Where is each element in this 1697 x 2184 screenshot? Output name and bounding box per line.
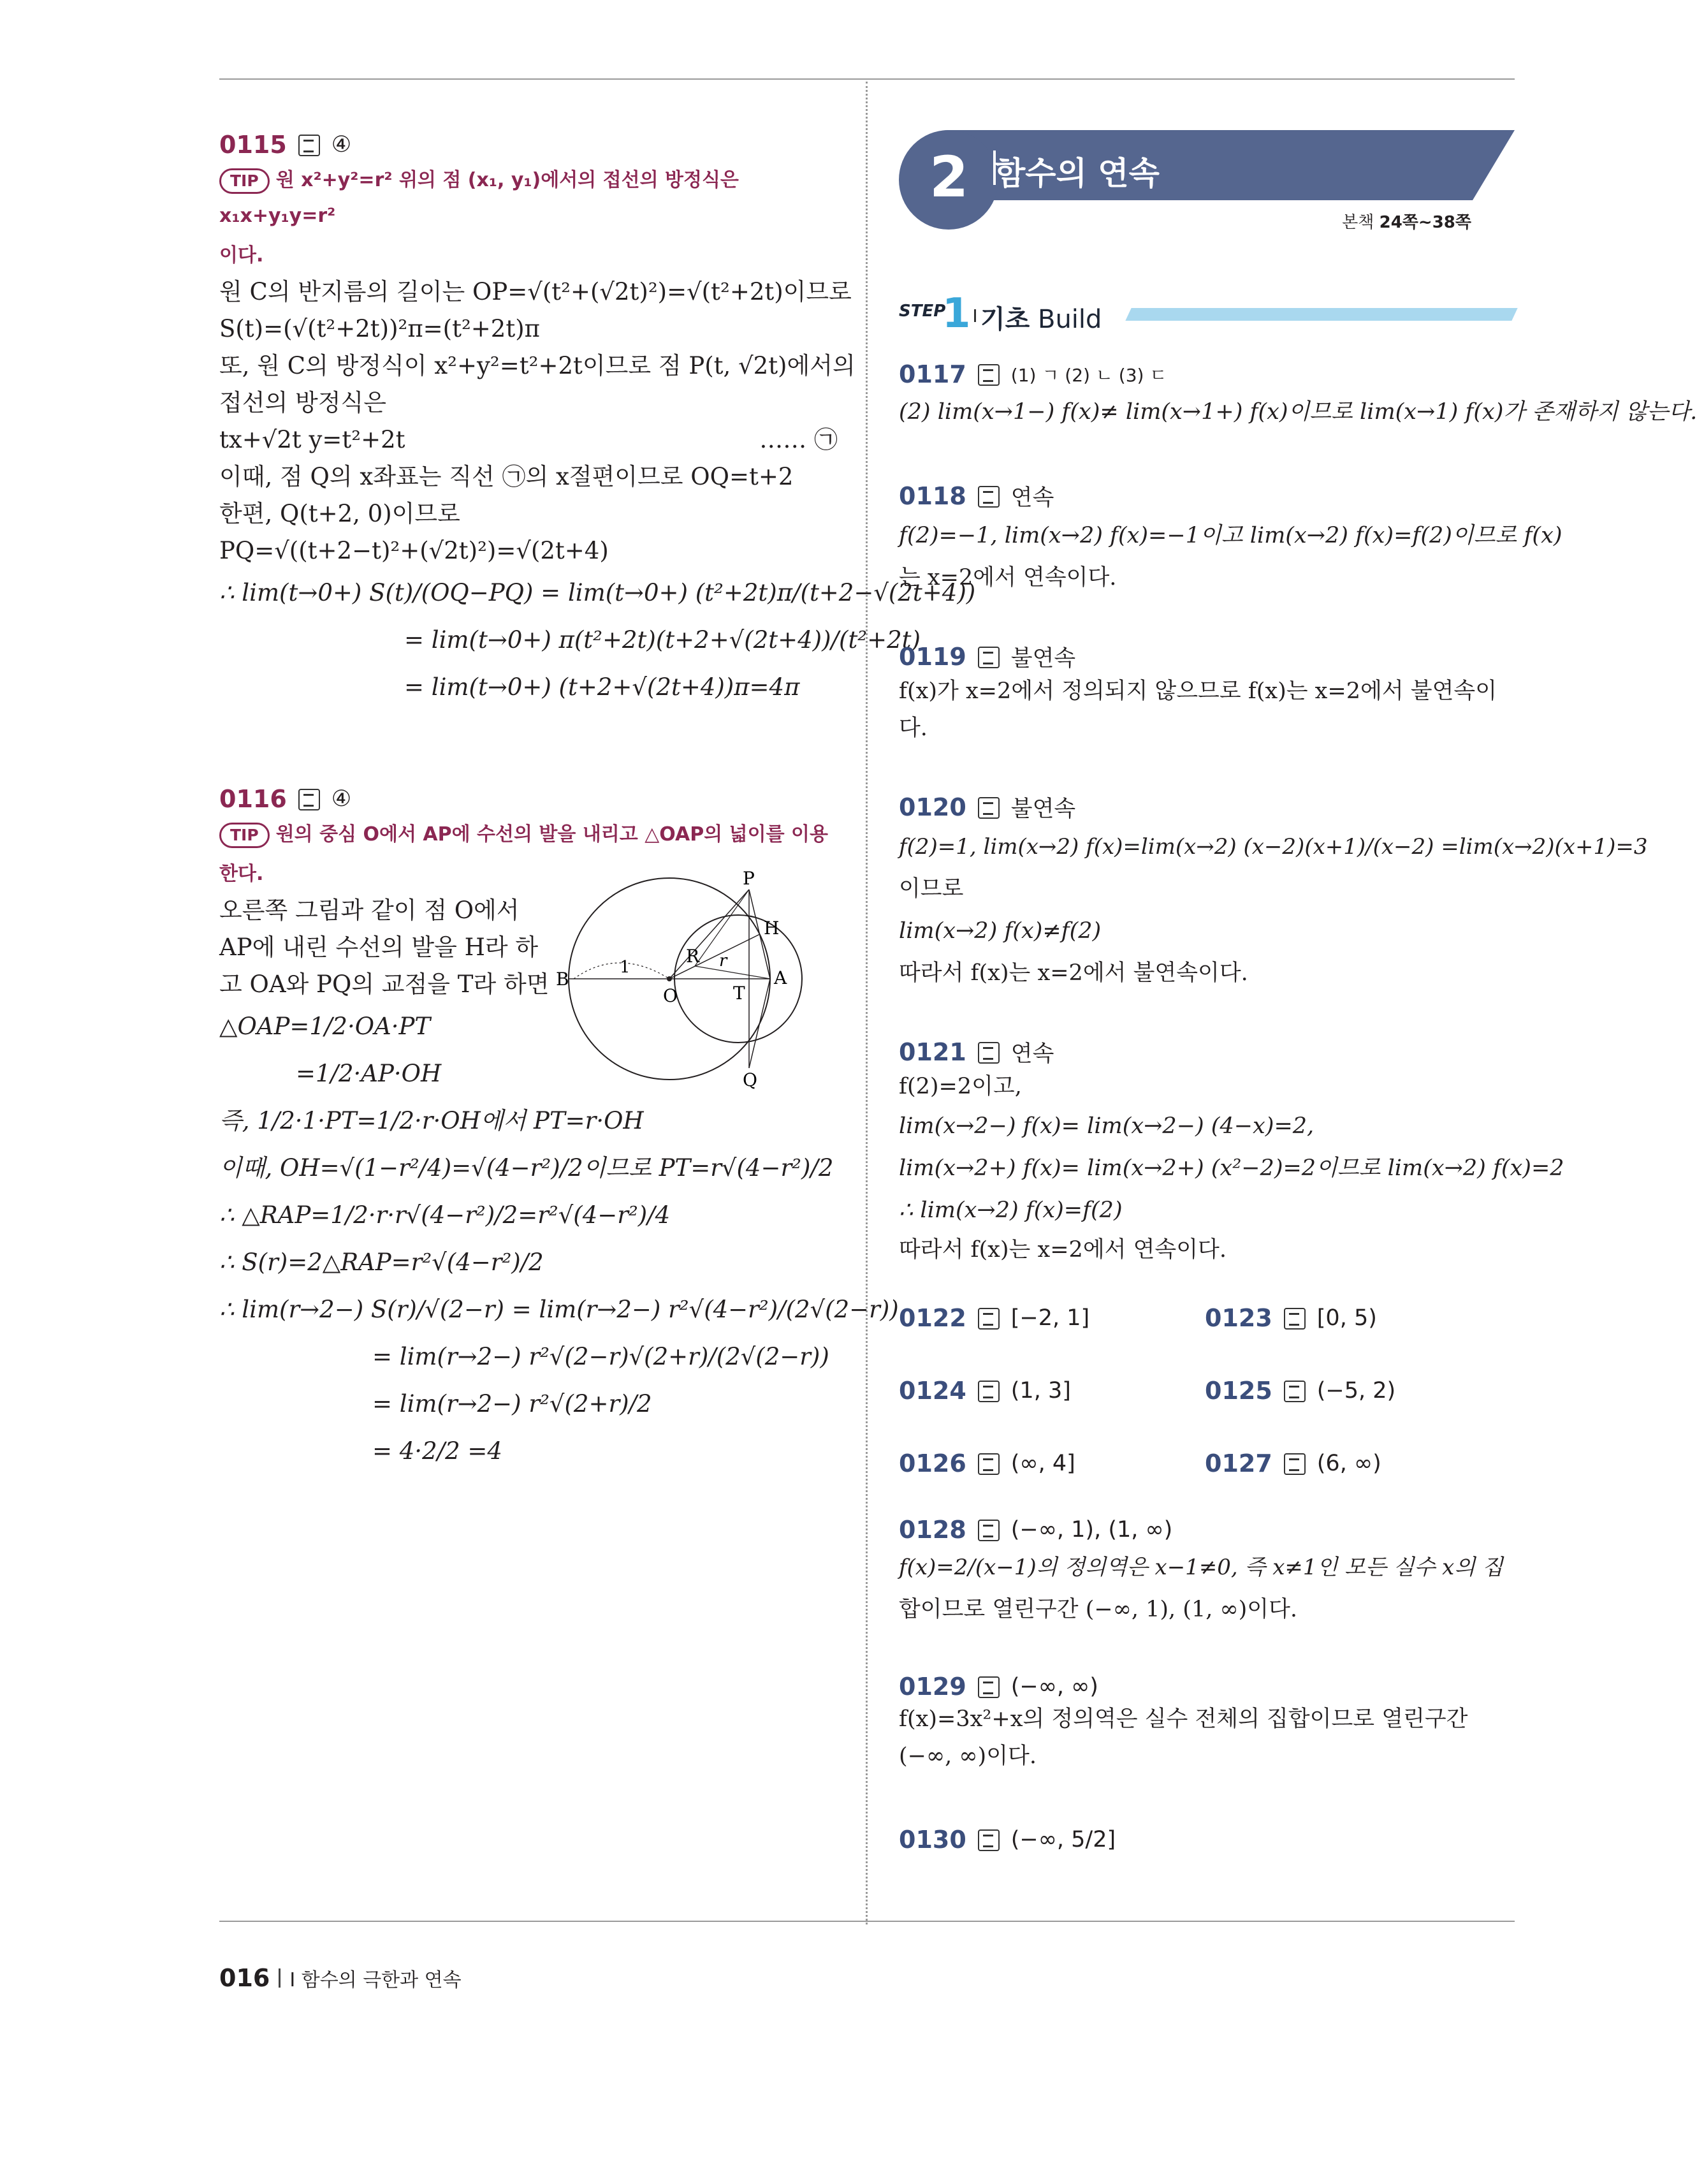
answer-icon bbox=[978, 797, 1000, 819]
solution-line: f(2)=2이고, bbox=[899, 1074, 1022, 1099]
chapter-banner bbox=[899, 130, 1515, 230]
solution-line: lim(x→2) f(x)≠f(2) bbox=[899, 918, 1102, 944]
solution-line: f(x)가 x=2에서 정의되지 않으므로 f(x)는 x=2에서 불연속이 bbox=[899, 678, 1497, 704]
tip bbox=[219, 817, 838, 853]
label-o: O bbox=[663, 985, 678, 1006]
footer-divider bbox=[279, 1968, 280, 1988]
bottom-rule bbox=[219, 1921, 1515, 1922]
page-number: 016 bbox=[219, 1964, 270, 1992]
right-column bbox=[899, 360, 1697, 1854]
problem-0120-header bbox=[899, 791, 1515, 823]
solution-line: 따라서 f(x)는 x=2에서 연속이다. bbox=[899, 1237, 1227, 1263]
solution-line: f(2)=−1, lim(x→2) f(x)=−1이고 lim(x→2) f(x)=f(2)이므로 f(x) bbox=[899, 523, 1562, 548]
step-header bbox=[899, 290, 1515, 335]
solution-line: ∴ lim(x→2) f(x)=f(2) bbox=[899, 1198, 1123, 1223]
solution-line: 이므로 bbox=[899, 876, 964, 902]
segment-ra bbox=[695, 966, 770, 979]
solution-line: =1/2·AP·OH bbox=[296, 1060, 442, 1087]
problem-number: 0130 bbox=[899, 1826, 966, 1854]
answer-value: (−∞, 5/2] bbox=[1010, 1827, 1116, 1852]
answer-icon bbox=[978, 364, 1000, 386]
problem-number: 0124 bbox=[899, 1377, 966, 1405]
problem-0127-header bbox=[1205, 1449, 1511, 1477]
label-q: Q bbox=[743, 1069, 757, 1090]
step-word: STEP bbox=[899, 302, 946, 321]
center-point bbox=[667, 976, 672, 981]
answer-icon bbox=[978, 1676, 1000, 1698]
solution-line: ∴ S(r)=2△RAP=r²√(4−r²)/2 bbox=[219, 1249, 544, 1276]
solution-line: ∴ lim(t→0+) S(t)/(OQ−PQ) = lim(t→0+) (t²+2t)π/(t+2−√(2t+4)) bbox=[219, 579, 976, 606]
problem-number: 0121 bbox=[899, 1038, 966, 1066]
solution-line: = lim(t→0+) (t+2+√(2t+4))π=4π bbox=[404, 673, 800, 701]
problem-0121-header bbox=[899, 1036, 1515, 1068]
problem-number: 0128 bbox=[899, 1516, 966, 1544]
answer-icon bbox=[978, 1042, 1000, 1064]
solution-line: = 4·2/2 =4 bbox=[372, 1437, 502, 1465]
answer-icon bbox=[978, 486, 1000, 508]
label-r-length: r bbox=[719, 951, 727, 971]
problem-0130-header bbox=[899, 1826, 1515, 1854]
page-reference-range: 24쪽~38쪽 bbox=[1379, 213, 1471, 232]
problem-0117-header bbox=[899, 360, 1515, 388]
problem-0115-header bbox=[219, 131, 838, 159]
solution-line: f(2)=1, lim(x→2) f(x)=lim(x→2) (x−2)(x+1)/(x−2) =lim(x→2)(x+1)=3 bbox=[899, 834, 1648, 860]
label-t: T bbox=[733, 983, 745, 1004]
section-title: I 함수의 극한과 연속 bbox=[289, 1969, 462, 1991]
answer-value: 연속 bbox=[1010, 1041, 1054, 1067]
label-h: H bbox=[764, 918, 780, 939]
answer-icon bbox=[978, 1520, 1000, 1541]
answer-icon bbox=[978, 1308, 1000, 1330]
tip-badge: TIP bbox=[219, 168, 270, 194]
tip-text: 원 x²+y²=r² 위의 점 (x₁, y₁)에서의 접선의 방정식은 x₁x+y₁y=r² bbox=[219, 169, 739, 227]
solution-line: tx+√2t y=t²+2t bbox=[219, 426, 405, 453]
step-divider bbox=[974, 309, 976, 322]
problem-number: 0120 bbox=[899, 793, 966, 821]
solution-line: ∴ △RAP=1/2·r·r√(4−r²)/2=r²√(4−r²)/4 bbox=[219, 1201, 671, 1229]
answer-icon bbox=[978, 647, 1000, 668]
problem-0126-header bbox=[899, 1449, 1205, 1477]
answer-value: 연속 bbox=[1010, 485, 1054, 511]
problem-0129-header bbox=[899, 1673, 1515, 1701]
answer-value: 불연속 bbox=[1010, 796, 1076, 822]
solution-line: lim(x→2+) f(x)= lim(x→2+) (x²−2)=2이므로 lim(x→2) f(x)=2 bbox=[899, 1155, 1564, 1181]
tip-text: 원의 중심 O에서 AP에 수선의 발을 내리고 △OAP의 넓이를 이용 bbox=[275, 823, 828, 846]
solution-line: (−∞, ∞)이다. bbox=[899, 1743, 1037, 1769]
equation-mark: …… ㉠ bbox=[759, 426, 838, 453]
solution-line: 한편, Q(t+2, 0)이므로 bbox=[219, 500, 460, 527]
answer-value: ④ bbox=[331, 786, 352, 812]
answer-icon bbox=[1284, 1308, 1306, 1330]
answer-pair bbox=[899, 1377, 1515, 1405]
solution-line: = lim(r→2−) r²√(2−r)√(2+r)/(2√(2−r)) bbox=[372, 1343, 829, 1370]
problem-number: 0122 bbox=[899, 1304, 966, 1332]
answer-icon bbox=[978, 1829, 1000, 1851]
step-bar bbox=[1125, 308, 1517, 321]
problem-number: 0126 bbox=[899, 1449, 966, 1477]
label-a: A bbox=[774, 967, 787, 988]
solution-line: 접선의 방정식은 bbox=[219, 389, 386, 416]
problem-number: 0125 bbox=[1205, 1377, 1272, 1405]
problem-0128-header bbox=[899, 1516, 1515, 1544]
solution-line: △OAP=1/2·OA·PT bbox=[219, 1013, 431, 1040]
page-footer bbox=[219, 1964, 462, 1992]
answer-value: (1) ㄱ (2) ㄴ (3) ㄷ bbox=[1010, 365, 1167, 386]
answer-value: (∞, 4] bbox=[1010, 1451, 1075, 1476]
tip-badge: TIP bbox=[219, 823, 270, 848]
step-number: 1 bbox=[942, 290, 971, 337]
problem-number: 0115 bbox=[219, 131, 287, 159]
solution-line: 는 x=2에서 연속이다. bbox=[899, 565, 1117, 590]
answer-icon bbox=[298, 789, 320, 810]
solution-line: 고 OA와 PQ의 교점을 T라 하면 bbox=[219, 971, 550, 998]
step-title-bold: 기초 bbox=[980, 305, 1030, 334]
problem-number: 0118 bbox=[899, 482, 966, 510]
tip bbox=[219, 163, 838, 234]
solution-line: S(t)=(√(t²+2t))²π=(t²+2t)π bbox=[219, 315, 540, 342]
solution-line: f(x)=3x²+x의 정의역은 실수 전체의 집합이므로 열린구간 bbox=[899, 1706, 1468, 1732]
tip-continued: 이다. bbox=[219, 244, 264, 267]
solution-line: 이때, OH=√(1−r²/4)=√(4−r²)/2이므로 PT=r√(4−r²)/2 bbox=[219, 1154, 834, 1182]
answer-icon bbox=[1284, 1453, 1306, 1475]
answer-value: (1, 3] bbox=[1010, 1378, 1071, 1403]
segment-aq bbox=[749, 979, 770, 1068]
solution-line: 이때, 점 Q의 x좌표는 직선 ㉠의 x절편이므로 OQ=t+2 bbox=[219, 463, 794, 490]
top-rule bbox=[219, 78, 1515, 80]
problem-number: 0119 bbox=[899, 643, 966, 671]
label-b: B bbox=[556, 969, 569, 990]
problem-0125-header bbox=[1205, 1377, 1511, 1405]
answer-value: (−∞, 1), (1, ∞) bbox=[1010, 1517, 1173, 1543]
solution-line-with-mark bbox=[219, 421, 838, 458]
solution-line: (2) lim(x→1−) f(x)≠ lim(x→1+) f(x)이므로 lim(x→1) f(x)가 존재하지 않는다. bbox=[899, 399, 1697, 425]
solution-line: ∴ lim(r→2−) S(r)/√(2−r) = lim(r→2−) r²√(4−r²)/(2√(2−r)) bbox=[219, 1296, 899, 1323]
step-title-rest: Build bbox=[1038, 305, 1102, 334]
solution-line: = lim(t→0+) π(t²+2t)(t+2+√(2t+4))/(t²+2t) bbox=[404, 626, 921, 654]
solution-line: AP에 내린 수선의 발을 H라 하 bbox=[219, 934, 539, 961]
page-reference bbox=[1342, 209, 1471, 233]
problem-0123-header bbox=[1205, 1304, 1511, 1332]
chapter-title: 함수의 연속 bbox=[994, 155, 1160, 192]
answer-icon bbox=[1284, 1381, 1306, 1402]
label-1: 1 bbox=[620, 958, 630, 977]
tip-continued: 한다. bbox=[219, 863, 264, 885]
circle-diagram bbox=[556, 868, 841, 1090]
solution-line: = lim(r→2−) r²√(2+r)/2 bbox=[372, 1390, 652, 1418]
column-separator bbox=[866, 82, 868, 1924]
solution-line: 오른쪽 그림과 같이 점 O에서 bbox=[219, 897, 520, 924]
segment-oh bbox=[669, 934, 760, 979]
label-r: R bbox=[686, 946, 700, 967]
answer-value: [−2, 1] bbox=[1010, 1305, 1090, 1331]
circle-figure bbox=[556, 868, 841, 1090]
solution-line: 또, 원 C의 방정식이 x²+y²=t²+2t이므로 점 P(t, √2t)에서의 bbox=[219, 352, 856, 379]
answer-pair bbox=[899, 1449, 1515, 1477]
answer-value: (6, ∞) bbox=[1316, 1451, 1381, 1476]
segment-op bbox=[669, 890, 749, 979]
problem-number: 0117 bbox=[899, 360, 966, 388]
problem-number: 0123 bbox=[1205, 1304, 1272, 1332]
solution-line: 원 C의 반지름의 길이는 OP=√(t²+(√2t)²)=√(t²+2t)이므로 bbox=[219, 278, 852, 305]
solution-line: PQ=√((t+2−t)²+(√2t)²)=√(2t+4) bbox=[219, 537, 609, 564]
answer-value: [0, 5) bbox=[1316, 1305, 1377, 1331]
solution-line: 다. bbox=[899, 715, 928, 741]
problem-number: 0127 bbox=[1205, 1449, 1272, 1477]
answer-icon bbox=[978, 1453, 1000, 1475]
problem-0122-header bbox=[899, 1304, 1205, 1332]
answer-value: 불연속 bbox=[1010, 646, 1076, 671]
answer-value: ④ bbox=[331, 132, 352, 158]
problem-0118-header bbox=[899, 480, 1515, 512]
answer-value: (−5, 2) bbox=[1316, 1378, 1396, 1403]
page-reference-prefix: 본책 bbox=[1342, 213, 1380, 232]
solution-line: 합이므로 열린구간 (−∞, 1), (1, ∞)이다. bbox=[899, 1597, 1298, 1622]
problem-0124-header bbox=[899, 1377, 1205, 1405]
step-title bbox=[980, 299, 1102, 335]
solution-line: 따라서 f(x)는 x=2에서 불연속이다. bbox=[899, 960, 1248, 986]
answer-icon bbox=[978, 1381, 1000, 1402]
solution-line: 즉, 1/2·1·PT=1/2·r·OH에서 PT=r·OH bbox=[219, 1107, 644, 1134]
answer-value: (−∞, ∞) bbox=[1010, 1674, 1098, 1699]
problem-0119-header bbox=[899, 641, 1515, 673]
answer-icon bbox=[298, 135, 320, 156]
chapter-number: 2 bbox=[929, 144, 969, 210]
solution-line: lim(x→2−) f(x)= lim(x→2−) (4−x)=2, bbox=[899, 1113, 1315, 1139]
label-p: P bbox=[743, 868, 755, 889]
problem-number: 0116 bbox=[219, 785, 287, 813]
problem-0116-header bbox=[219, 785, 838, 813]
solution-line: f(x)=2/(x−1)의 정의역은 x−1≠0, 즉 x≠1인 모든 실수 x의 집 bbox=[899, 1555, 1503, 1580]
problem-number: 0129 bbox=[899, 1673, 966, 1701]
answer-pair bbox=[899, 1304, 1515, 1332]
